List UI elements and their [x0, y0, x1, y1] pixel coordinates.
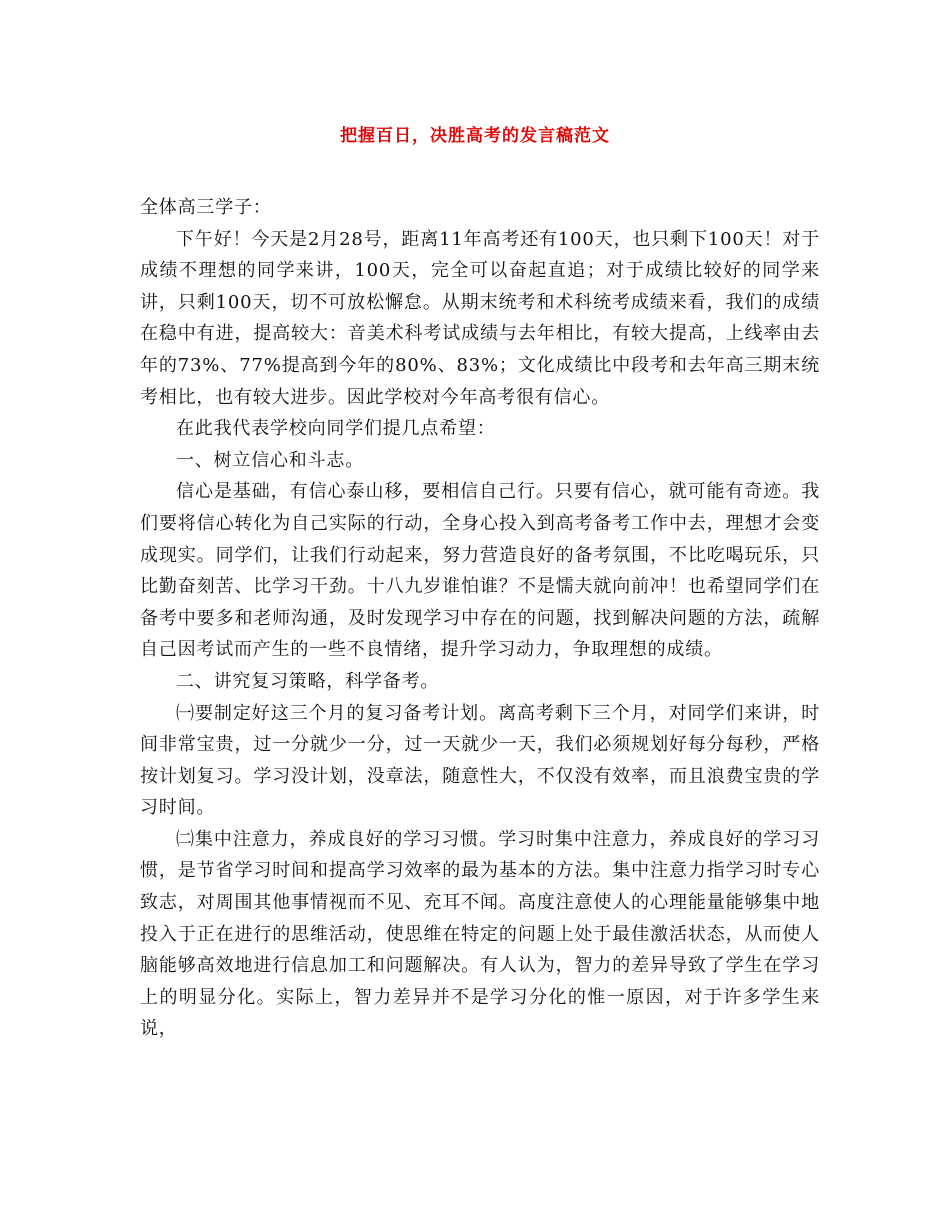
- paragraph-confidence: 信心是基础，有信心泰山移，要相信自己行。只要有信心，就可能有奇迹。我们要将信心转化为自己实际的行动，全身心投入到高考备考工作中去，理想才会变成现实。同学们，让我们行动起来，努力营造良好的备考氛围，不比吃喝玩乐，只比勤奋刻苦、比学习干劲。十八九岁谁怕谁？不是懦夫就向前冲！也希望同学们在备考中要多和老师沟通，及时发现学习中存在的问题，找到解决问题的方法，疏解自己因考试而产生的一些不良情绪，提升学习动力，争取理想的成绩。: [140, 481, 820, 661]
- salutation: 全体高三学子：: [140, 197, 272, 218]
- paragraph-greeting: 下午好！今天是2月28号，距离11年高考还有100天，也只剩下100天！对于成绩不理想的同学来讲，100天，完全可以奋起直追；对于成绩比较好的同学来讲，只剩100天，切不可放松懈怠。从期末统考和术科统考成绩来看，我们的成绩在稳中有进，提高较大：音美术科考试成绩与去年相比，有较大提高，上线率由去年的73%、77%提高到今年的80%、83%；文化成绩比中段考和去年高三期末统考相比，也有较大进步。因此学校对今年高考很有信心。: [140, 228, 820, 408]
- document-body: [140, 192, 820, 1045]
- section-heading-confidence: 一、树立信心和斗志。: [176, 449, 364, 471]
- paragraph-hopes-intro: 在此我代表学校向同学们提几点希望：: [176, 418, 496, 440]
- section-heading-strategy: 二、讲究复习策略，科学备考。: [176, 670, 440, 692]
- paragraph-study-plan: ㈠要制定好这三个月的复习备考计划。离高考剩下三个月，对同学们来讲，时间非常宝贵，过一分就少一分，过一天就少一天，我们必须规划好每分每秒，严格按计划复习。学习没计划，没章法，随意性大，不仅没有效率，而且浪费宝贵的学习时间。: [140, 702, 820, 819]
- paragraph-attention-habits: ㈡集中注意力，养成良好的学习习惯。学习时集中注意力，养成良好的学习习惯，是节省学习时间和提高学习效率的最为基本的方法。集中注意力指学习时专心致志，对周围其他事情视而不见、充耳不闻。高度注意使人的心理能量能够集中地投入于正在进行的思维活动，使思维在特定的问题上处于最佳激活状态，从而使人脑能够高效地进行信息加工和问题解决。有人认为，智力的差异导致了学生在学习上的明显分化。实际上，智力差异并不是学习分化的惟一原因，对于许多学生来说，: [140, 828, 820, 1040]
- document-title: 把握百日，决胜高考的发言稿范文: [340, 126, 610, 146]
